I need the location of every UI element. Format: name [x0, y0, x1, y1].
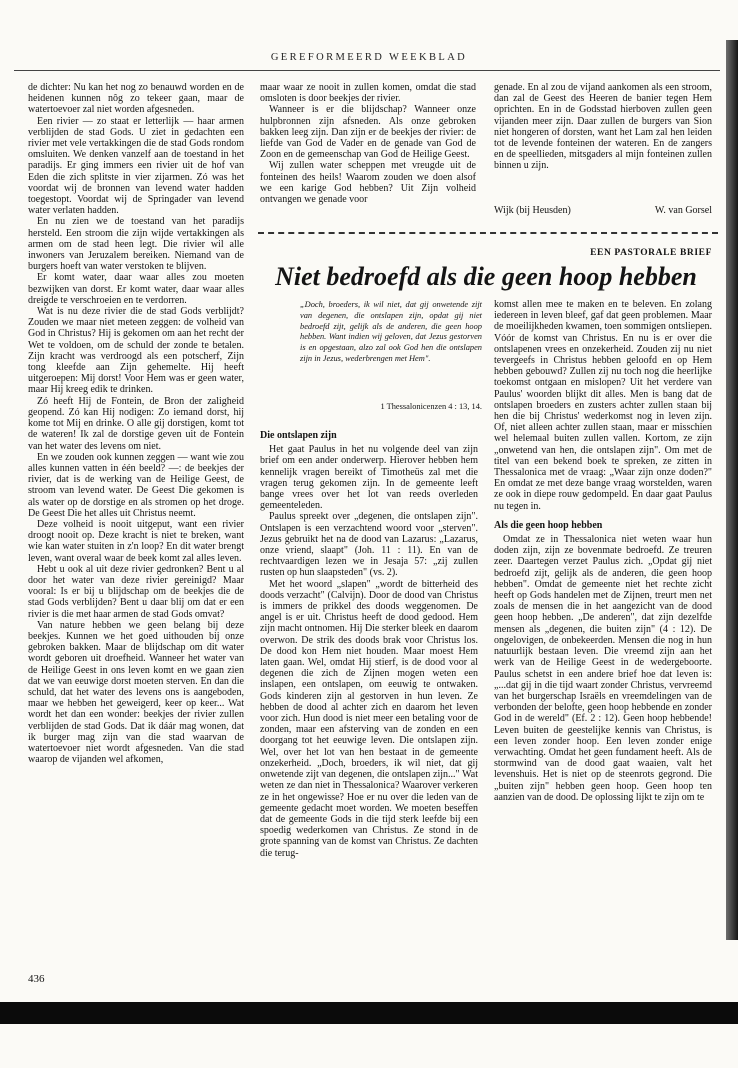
paragraph: komst allen mee te maken en te beleven. En zolang iedereen in leven bleef, gaf dat geen problemen. Maar de moeilijkheden kwamen, toen sommigen ontsliepen. Vóór de komst van Christus. En nu is er over die ontslapenen vrees en onzekerheid. Zouden zij nu niet tevergeefs in Christus hebben geloofd en op Hem hebben gebouwd? Zullen zij nu toch nog die heerlijke toekomst ontgaan en mislopen? Uit het verdere van Paulus' woorden blijkt dit alles. Men is bang dat de ontslapen broeders en zusters achter zullen staan bij hen die bij Christus' wederkomst nog in leven zijn. Of, niet alleen achter zullen staan, maar er misschien wel helemaal buiten zullen vallen. Kortom, ze zijn „onwetend van hen, die ontslapen zijn". Om met de titel van een bekend boek te spreken, ze zitten in Thessalonica met de vraag: „Waar zijn onze doden?" En omdat ze met deze bange vraag worstelden, waren ze ook in diepe rouw gedompeld. En daar gaat Paulus nu tegen in. [494, 299, 713, 512]
meditation-column-2 [260, 82, 476, 222]
paragraph: Er komt water, daar waar alles zou moeten bezwijken van dorst. Er komt water, daar waar alles dreigde te verschroeien en te verdorren. [28, 272, 244, 306]
paragraph: Wat is nu deze rivier die de stad Gods verblijdt? Zouden we maar niet meteen zeggen: de volheid van God in Christus? Hij is gekomen om aan het recht der Wet te voldoen, om de schuld der zonde te betalen. Zijn kracht was verdroogd als een potscherf, Zijn tong kleefde aan Zijn gehemelte. Hij heeft uitgeroepen: Mij dorst! Voor Hem was er geen water, maar Hij kreeg edik te drinken. [28, 306, 244, 396]
article-kicker: EEN PASTORALE BRIEF [590, 248, 712, 258]
article-column-2 [494, 299, 712, 958]
paragraph: Paulus spreekt over „degenen, die ontslapen zijn". Ontslapen is een verzachtend woord voor „sterven". Jezus gebruikt het na de dood van Lazarus: „Lazarus, onze vriend, slaapt" (Joh. 11 : 11). En van de rechtvaardigen lezen we in Jesaja 57: „zij zullen rusten op hun slaapsteden" (vs. 2). [260, 511, 478, 579]
subheading: Als die geen hoop hebben [494, 519, 603, 531]
article-column-1 [260, 430, 478, 958]
paragraph: Wanneer is er die blijdschap? Wanneer onze hulpbronnen zijn afsneden. Als onze gebroken bakken leeg zijn. Dan zijn er de beekjes der rivier: de liefde van God de Vader en de genade van God de Zoon en de gemeenschap van God de Heilige Geest. [260, 104, 476, 161]
paragraph: Zó heeft Hij de Fontein, de Bron der zaligheid geopend. Zó kan Hij nodigen: Zo iemand dorst, hij kome tot Mij en drinke. O alle gij dorstigen, komt tot de wateren! Ik zal de dorstige geven uit de Fontein van het water des levens om niet. [28, 395, 244, 452]
paragraph: de dichter: Nu kan het nog zo benauwd worden en de heidenen kunnen nôg zo tekeer gaan, maar de watertoevoer zal niet worden afgesneden. [28, 82, 244, 116]
paragraph: maar waar ze nooit in zullen komen, omdat die stad omsloten is door beekjes der rivier. [260, 82, 476, 105]
paragraph: genade. En al zou de vijand aankomen als een stroom, dan zal de Geest des Heeren de banier tegen Hem oprichten. En in de Godsstad hierboven zullen geen vijanden meer zijn. Daar zullen de burgers van Sion niet hongeren of dorsten, want het Lam zal hen leiden tot de levende fonteinen der wateren. En de zangers en de speellieden, mitsgaders al mijn fonteinen zullen binnen u zijn. [494, 82, 712, 172]
paragraph: Met het woord „slapen" „wordt de bitterheid des doods verzacht" (Calvijn). Door de dood van Christus is immers de prikkel des doods weggenomen. De angel is er uit. Christus heeft de dood gedood. Hem zijn macht ontnomen. Hij Die sterker bleek en daarom overwon. De strik des doods brak voor Christus los. De dood kon Hem niet houden. Maar moest Hem laten gaan. Wel, omdat Hij stierf, is de dood voor al degenen die zich de Zijnen mogen weten een inslapen, een ontslapen, om eeuwig te ontwaken. Gods kinderen zijn al gestorven in hun leven. Ze hebben de dood al achter zich en daarom het leven voor zich. Hun dood is niet meer een betaling voor de zonden, maar een afsterving van de zonden en een doorgang tot het eeuwige leven. Die ontslapen zijn. Wel, over het lot van hen bestaat in de gemeente onzekerheid. „Doch, broeders, ik wil niet, dat gij onwetende zijt van degenen, die ontslapen zijn..." Wat weten ze dan niet in Thessalonica? Waarover verkeren ze in het ongewisse? Hoe er nu over die leden van de gemeente gedacht moet worden. We moeten beseffen dat de gemeente Gods in die tijd sterk leefde bij een spoedig wederkomen van Christus. Ze stond in de grote spanning van de komst van Christus. Ze dachten die terug- [260, 578, 478, 859]
paragraph: Wij zullen water scheppen met vreugde uit de fonteinen des heils! Waarom zouden we doen alsof we een karige God hebben? Uit Zijn volheid ontvangen we genade voor [260, 160, 476, 206]
header-rule [14, 70, 720, 71]
meditation-column-3 [494, 82, 712, 202]
paragraph: Omdat ze in Thessalonica niet weten waar hun doden zijn, zijn ze bovenmate bedroefd. Ze treuren zeer. Daartegen verzet Paulus zich. „Opdat gij niet bedroefd zijt, gelijk als de anderen, die geen hoop hebben". Omdat de gemeente niet het rechte zicht heeft op Gods handelen met de Zijnen, treurt men net zoals de mensen die in het aangezicht van de dood geen hoop hebben. „De anderen", dat zijn dezelfde mensen als „degenen, die buiten zijn" (4 : 12). De ongelovigen, de onbekeerden. Mensen die nog in hun natuurlijk bestaan leven. Die vreemd zijn aan het werk van de Heilige Geest in de wedergeboorte. Paulus schetst in een andere brief hoe dat leven is: „...dat gij in die tijd waart zonder Christus, vervreemd van het burgerschap Israëls en vreemdelingen van de verbonden der belofte, geen hoop hebbende en zonder God in de wereld" (Ef. 2 : 12). Geen hoop hebbende! Leven buiten de geestelijke kennis van Christus, is een leven zonder hoop. Een leven zonder enige verwachting. Omdat het geen fundament heeft. Als de stormwind van de dood gaat waaien, valt het levenshuis. Het is niet op de steenrots gegrond. Die „buiten zijn" hebben geen hoop. Geen hoop ten aanzien van de dood. De oplossing lijkt te zijn om te [494, 534, 712, 803]
book-spine-shadow [726, 40, 738, 940]
article-title: Niet bedroefd als die geen hoop hebben [275, 262, 697, 291]
epigraph: „Doch, broeders, ik wil niet, dat gij onwetende zijt van degenen, die ontslapen zijn, opdat gij niet bedroefd zijt, gelijk als de anderen, die geen hoop hebben. Want indien wij geloven, dat Jezus gestorven is en opgestaan, alzo zal ook God hen die ontslapen zijn in Jezus, wederbrengen met Hem". [300, 300, 482, 363]
scan-border [0, 1002, 738, 1024]
meditation-column-1 [28, 82, 244, 954]
signature-place: Wijk (bij Heusden) [494, 205, 571, 216]
paragraph: Een rivier — zo staat er letterlijk — haar armen verblijden de stad Gods. U ziet in gedachten een rivier met vele vertakkingen die de stad Gods rondom omsluiten. We denken vanzelf aan de toestand in het paradijs. Er ging immers een rivier uit de hof van Eden die zich splitste in vier zijarmen. Zó was het voordat wij de bronnen van levend water hadden toegestopt. Voordat wij de Springader van levend water verlaten hadden. [28, 115, 244, 217]
paragraph: Van nature hebben we geen belang bij deze beekjes. Kunnen we het goed uithouden bij onze gebroken bakken. Maar de blijdschap om dit water wordt geboren uit droefheid. Wanneer het water van de Heilige Geest in ons leven komt en we gaan zien dat we van eeuwige dorst moeten sterven. En dan die schuld, dat het water des levens ons is aangeboden, maar we hebben het geweigerd, keer op keer... Wat wordt het dan een wonder: beekjes der rivier zullen verblijden de stad Gods. Dat ik dáár mag wonen, dat ik burger mag zijn van die stad waarvan de watertoevoer niet wordt afgesneden. Van die stad waarop de vijanden wel afkomen, [28, 619, 244, 766]
paragraph: Hebt u ook al uit deze rivier gedronken? Bent u al door het water van deze rivier gereinigd? Maar vooral: Is er bij u blijdschap om de beekjes die de stad Gods verblijden? Bent u daar blij om dat er een rivier is die met haar armen de stad Gods omvat? [28, 563, 244, 620]
paragraph: Het gaat Paulus in het nu volgende deel van zijn brief om een ander onderwerp. Hierover hebben hem kennelijk vragen bereikt of Timotheüs zal met die vragen terug gekomen zijn. In de gemeente leeft bange vrees over het lot van reeds overleden gemeenteleden. [260, 444, 478, 512]
epigraph-reference: 1 Thessalonicenzen 4 : 13, 14. [380, 402, 482, 411]
signature-line [494, 205, 712, 216]
paragraph: En nu zien we de toestand van het paradijs hersteld. Een stroom die zijn wijde vertakkingen als armen om de stad heen legt. Die rivier wil alle inwoners van Jeruzalem bereiken. Niemand van de burgers hoeft van water verstoken te blijven. [28, 216, 244, 273]
paragraph: En we zouden ook kunnen zeggen — want wie zou alles kunnen vatten in één beeld? —: de beekjes der rivier, dat is de werking van de Heilige Geest, de stroom van levend water. De Geest Die gekomen is als water op de dorstige en als stromen op het droge. De Geest Die het alles uit Christus neemt. [28, 451, 244, 519]
page-number: 436 [28, 973, 45, 985]
subheading: Die ontslapen zijn [260, 430, 337, 441]
running-header: GEREFORMEERD WEEKBLAD [270, 52, 468, 63]
signature-author: W. van Gorsel [654, 205, 712, 216]
section-divider [258, 232, 718, 234]
paragraph: Deze volheid is nooit uitgeput, want een rivier droogt nooit op. Deze kracht is niet te breken, want wie kan water stuiten in z'n loop? En dit water brengt leven, want overal waar de beek komt zal alles leven. [28, 518, 244, 564]
